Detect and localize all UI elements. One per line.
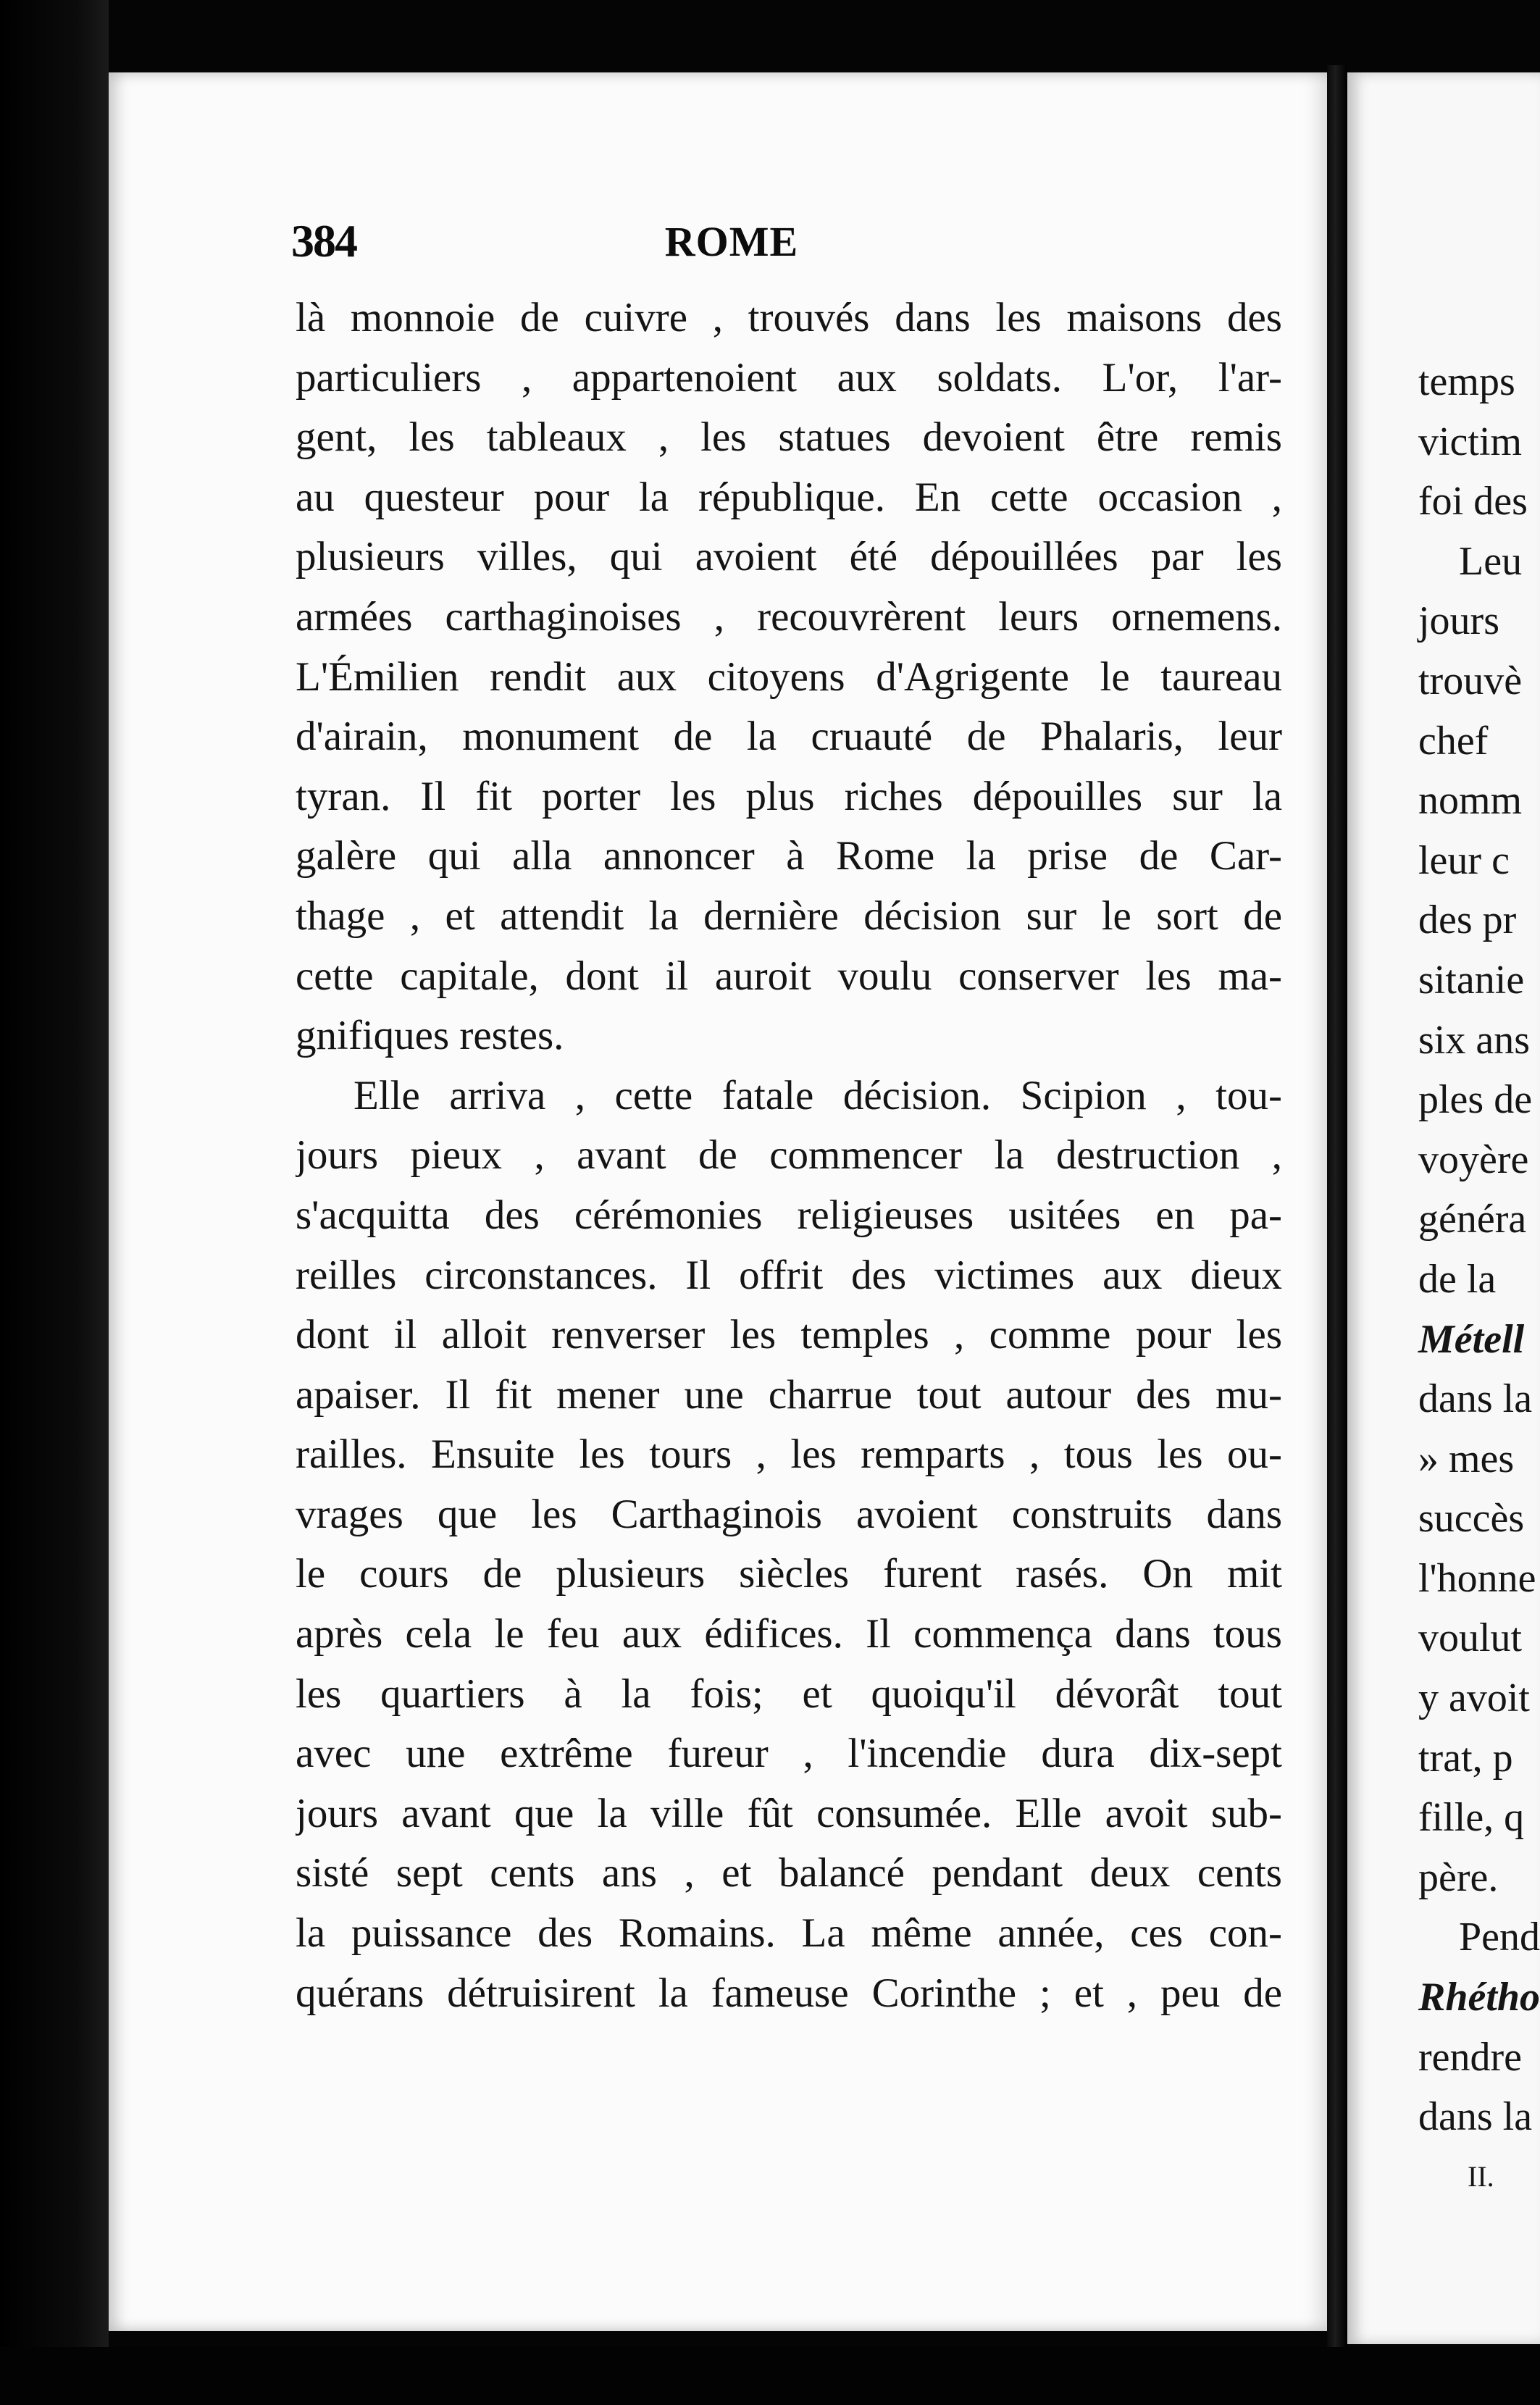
text-line: quérans détruisirent la fameuse Corinthe ; et , peu de xyxy=(296,1970,1282,2016)
right-page-line: Pend xyxy=(1459,1915,1540,1960)
text-line: d'airain, monument de la cruauté de Phalaris, leur xyxy=(296,714,1282,760)
right-page-line: généra xyxy=(1418,1197,1527,1242)
text-line: dont il alloit renverser les temples , comme pour les xyxy=(296,1312,1282,1358)
right-page-line: succès xyxy=(1418,1496,1525,1542)
right-page-line: Métell xyxy=(1418,1316,1525,1362)
text-line: gent, les tableaux , les statues devoient être remis xyxy=(296,414,1282,461)
book-gutter xyxy=(1327,65,1347,2347)
right-page-line: ples de xyxy=(1418,1077,1533,1123)
text-line: avec une extrême fureur , l'incendie dura dix-sept xyxy=(296,1731,1282,1777)
right-page-line: chef xyxy=(1418,718,1489,764)
text-line: thage , et attendit la dernière décision sur le sort de xyxy=(296,892,1282,939)
right-page-line: foi des xyxy=(1418,479,1528,524)
page-number: 384 xyxy=(291,215,356,267)
text-line: railles. Ensuite les tours , les remparts , tous les ou- xyxy=(296,1431,1282,1478)
text-line: le cours de plusieurs siècles furent rasés. On mit xyxy=(296,1551,1282,1597)
text-line: cette capitale, dont il auroit voulu conserver les ma- xyxy=(296,953,1282,999)
right-page-line: Leu xyxy=(1459,538,1523,584)
text-line: là monnoie de cuivre , trouvés dans les maisons des xyxy=(296,295,1282,340)
right-page-line: voyère xyxy=(1418,1137,1529,1182)
text-line: s'acquitta des cérémonies religieuses usitées en pa- xyxy=(296,1192,1282,1238)
right-page-line: de la xyxy=(1418,1256,1497,1302)
right-page-line: l'honne xyxy=(1418,1555,1536,1601)
text-line: plusieurs villes, qui avoient été dépouillées par les xyxy=(296,534,1282,580)
right-page xyxy=(1347,72,1540,2344)
right-page-line: dans la xyxy=(1418,2094,1533,2140)
right-page-text xyxy=(1418,352,1540,2207)
page-body-text xyxy=(296,288,1282,2023)
right-page-line: II. xyxy=(1468,2159,1494,2193)
right-page-line: rendre xyxy=(1418,2034,1523,2080)
left-binding-edge xyxy=(0,0,109,2405)
right-page-line: Rhétho xyxy=(1418,1975,1540,2020)
text-line: particuliers , appartenoient aux soldats. L'or, l'ar- xyxy=(296,354,1282,401)
scan-bottom-edge xyxy=(0,2347,1540,2405)
text-line: vrages que les Carthaginois avoient construits dans xyxy=(296,1491,1282,1537)
right-page-line: victim xyxy=(1418,419,1523,464)
right-page-line: trat, p xyxy=(1418,1735,1513,1781)
text-line: la puissance des Romains. La même année, ces con- xyxy=(296,1910,1282,1957)
text-line: jours avant que la ville fût consumée. Elle avoit sub- xyxy=(296,1790,1282,1836)
text-line: jours pieux , avant de commencer la destruction , xyxy=(296,1132,1282,1179)
page-header xyxy=(181,214,1282,272)
right-page-line: voulut xyxy=(1418,1615,1523,1661)
right-page-line: sitanie xyxy=(1418,957,1525,1003)
text-line: tyran. Il fit porter les plus riches dépouilles sur la xyxy=(296,773,1282,819)
right-page-line: » mes xyxy=(1418,1436,1515,1481)
text-line: les quartiers à la fois; et quoiqu'il dévorât tout xyxy=(296,1670,1282,1717)
right-page-line: père. xyxy=(1418,1854,1499,1900)
right-page-line: trouvè xyxy=(1418,658,1523,703)
right-page-line: des pr xyxy=(1418,898,1517,943)
text-line: armées carthaginoises , recouvrèrent leurs ornemens. xyxy=(296,593,1282,640)
right-page-line: fille, q xyxy=(1418,1795,1525,1841)
text-line: L'Émilien rendit aux citoyens d'Agrigente le taureau xyxy=(296,653,1282,700)
right-page-line: six ans xyxy=(1418,1017,1530,1063)
text-line: Elle arriva , cette fatale décision. Scipion , tou- xyxy=(353,1072,1282,1118)
right-page-line: nomm xyxy=(1418,778,1523,824)
text-line: galère qui alla annoncer à Rome la prise de Car- xyxy=(296,833,1282,879)
right-page-line: dans la xyxy=(1418,1376,1533,1422)
right-page-line: y avoit xyxy=(1418,1676,1530,1721)
text-line: reilles circonstances. Il offrit des victimes aux dieux xyxy=(296,1252,1282,1298)
running-title: ROME xyxy=(664,218,799,265)
right-page-line: temps xyxy=(1418,359,1515,404)
text-line: apaiser. Il fit mener une charrue tout autour des mu- xyxy=(296,1371,1282,1418)
text-line: après cela le feu aux édifices. Il commença dans tous xyxy=(296,1611,1282,1657)
right-page-line: jours xyxy=(1418,598,1499,644)
text-line: sisté sept cents ans , et balancé pendant deux cents xyxy=(296,1850,1282,1896)
text-line: au questeur pour la république. En cette occasion , xyxy=(296,474,1282,520)
right-page-line: leur c xyxy=(1418,837,1510,883)
text-line: gnifiques restes. xyxy=(296,1013,564,1059)
